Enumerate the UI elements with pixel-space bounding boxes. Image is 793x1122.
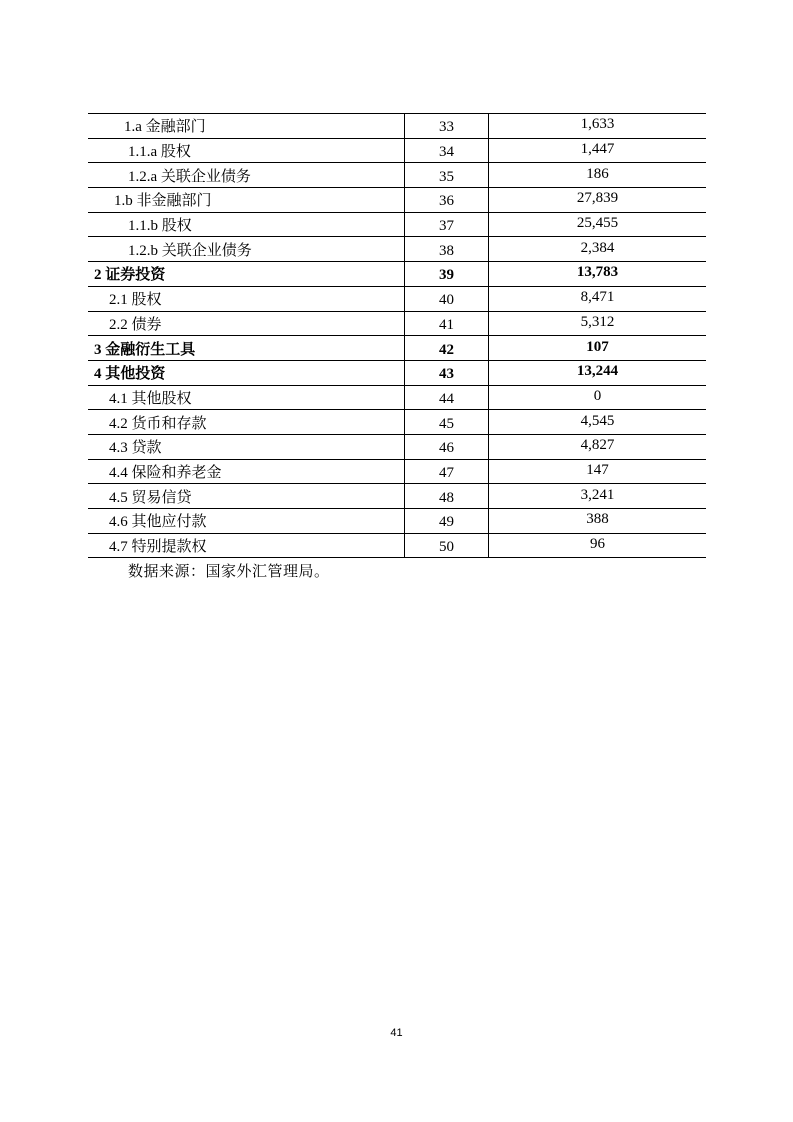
row-label: 4.6 其他应付款 — [88, 509, 405, 533]
row-value: 4,545 — [580, 412, 615, 429]
row-value: 1,447 — [580, 141, 615, 158]
row-label: 4.4 保险和养老金 — [88, 460, 405, 484]
balance-table — [88, 113, 706, 558]
row-label: 1.1.b 股权 — [88, 213, 405, 237]
row-code: 39 — [405, 262, 489, 286]
row-code: 45 — [405, 410, 489, 434]
table-row — [88, 213, 706, 238]
table-row — [88, 361, 706, 386]
row-value: 8,471 — [580, 289, 615, 306]
row-value: 4,827 — [580, 437, 615, 454]
row-code: 50 — [405, 534, 489, 558]
row-label: 1.a 金融部门 — [88, 114, 405, 138]
table-row — [88, 460, 706, 485]
row-label: 3 金融衍生工具 — [88, 336, 405, 360]
row-code: 36 — [405, 188, 489, 212]
row-label: 1.b 非金融部门 — [88, 188, 405, 212]
row-code: 33 — [405, 114, 489, 138]
table-row — [88, 114, 706, 139]
table-row — [88, 188, 706, 213]
row-code: 44 — [405, 386, 489, 410]
row-value: 107 — [586, 338, 609, 355]
row-label: 2 证券投资 — [88, 262, 405, 286]
row-value: 5,312 — [580, 313, 615, 330]
row-label: 4.3 贷款 — [88, 435, 405, 459]
row-value: 388 — [586, 511, 609, 528]
row-code: 37 — [405, 213, 489, 237]
row-label: 2.1 股权 — [88, 287, 405, 311]
row-code: 40 — [405, 287, 489, 311]
row-value: 186 — [586, 165, 609, 182]
table-row — [88, 509, 706, 534]
table-row — [88, 163, 706, 188]
table-row — [88, 435, 706, 460]
table-row — [88, 484, 706, 509]
row-value: 96 — [590, 536, 605, 553]
row-code: 35 — [405, 163, 489, 187]
table-row — [88, 139, 706, 164]
table-row — [88, 312, 706, 337]
row-value: 1,633 — [580, 116, 615, 133]
table-row — [88, 262, 706, 287]
row-label: 4.7 特别提款权 — [88, 534, 405, 558]
row-code: 47 — [405, 460, 489, 484]
row-value: 0 — [593, 387, 602, 404]
row-code: 43 — [405, 361, 489, 385]
row-code: 48 — [405, 484, 489, 508]
row-code: 34 — [405, 139, 489, 163]
row-label: 1.2.a 关联企业债务 — [88, 163, 405, 187]
row-label: 4.1 其他股权 — [88, 386, 405, 410]
table-row — [88, 534, 706, 559]
table-row — [88, 410, 706, 435]
row-value: 25,455 — [576, 215, 619, 232]
row-value: 2,384 — [580, 239, 615, 256]
row-value: 147 — [586, 461, 609, 478]
row-value: 3,241 — [580, 486, 615, 503]
row-code: 49 — [405, 509, 489, 533]
row-label: 4 其他投资 — [88, 361, 405, 385]
table-row — [88, 336, 706, 361]
row-label: 2.2 债券 — [88, 312, 405, 336]
table-row — [88, 287, 706, 312]
page-number: 41 — [390, 1027, 403, 1039]
row-label: 4.5 贸易信贷 — [88, 484, 405, 508]
row-code: 38 — [405, 237, 489, 261]
table-row — [88, 386, 706, 411]
table-row — [88, 237, 706, 262]
row-label: 1.1.a 股权 — [88, 139, 405, 163]
row-code: 42 — [405, 336, 489, 360]
row-value: 13,244 — [576, 363, 619, 380]
row-code: 41 — [405, 312, 489, 336]
row-code: 46 — [405, 435, 489, 459]
source-note: 数据来源：国家外汇管理局。 — [128, 564, 330, 580]
row-label: 1.2.b 关联企业债务 — [88, 237, 405, 261]
row-value: 27,839 — [576, 190, 619, 207]
row-label: 4.2 货币和存款 — [88, 410, 405, 434]
row-value: 13,783 — [576, 264, 619, 281]
